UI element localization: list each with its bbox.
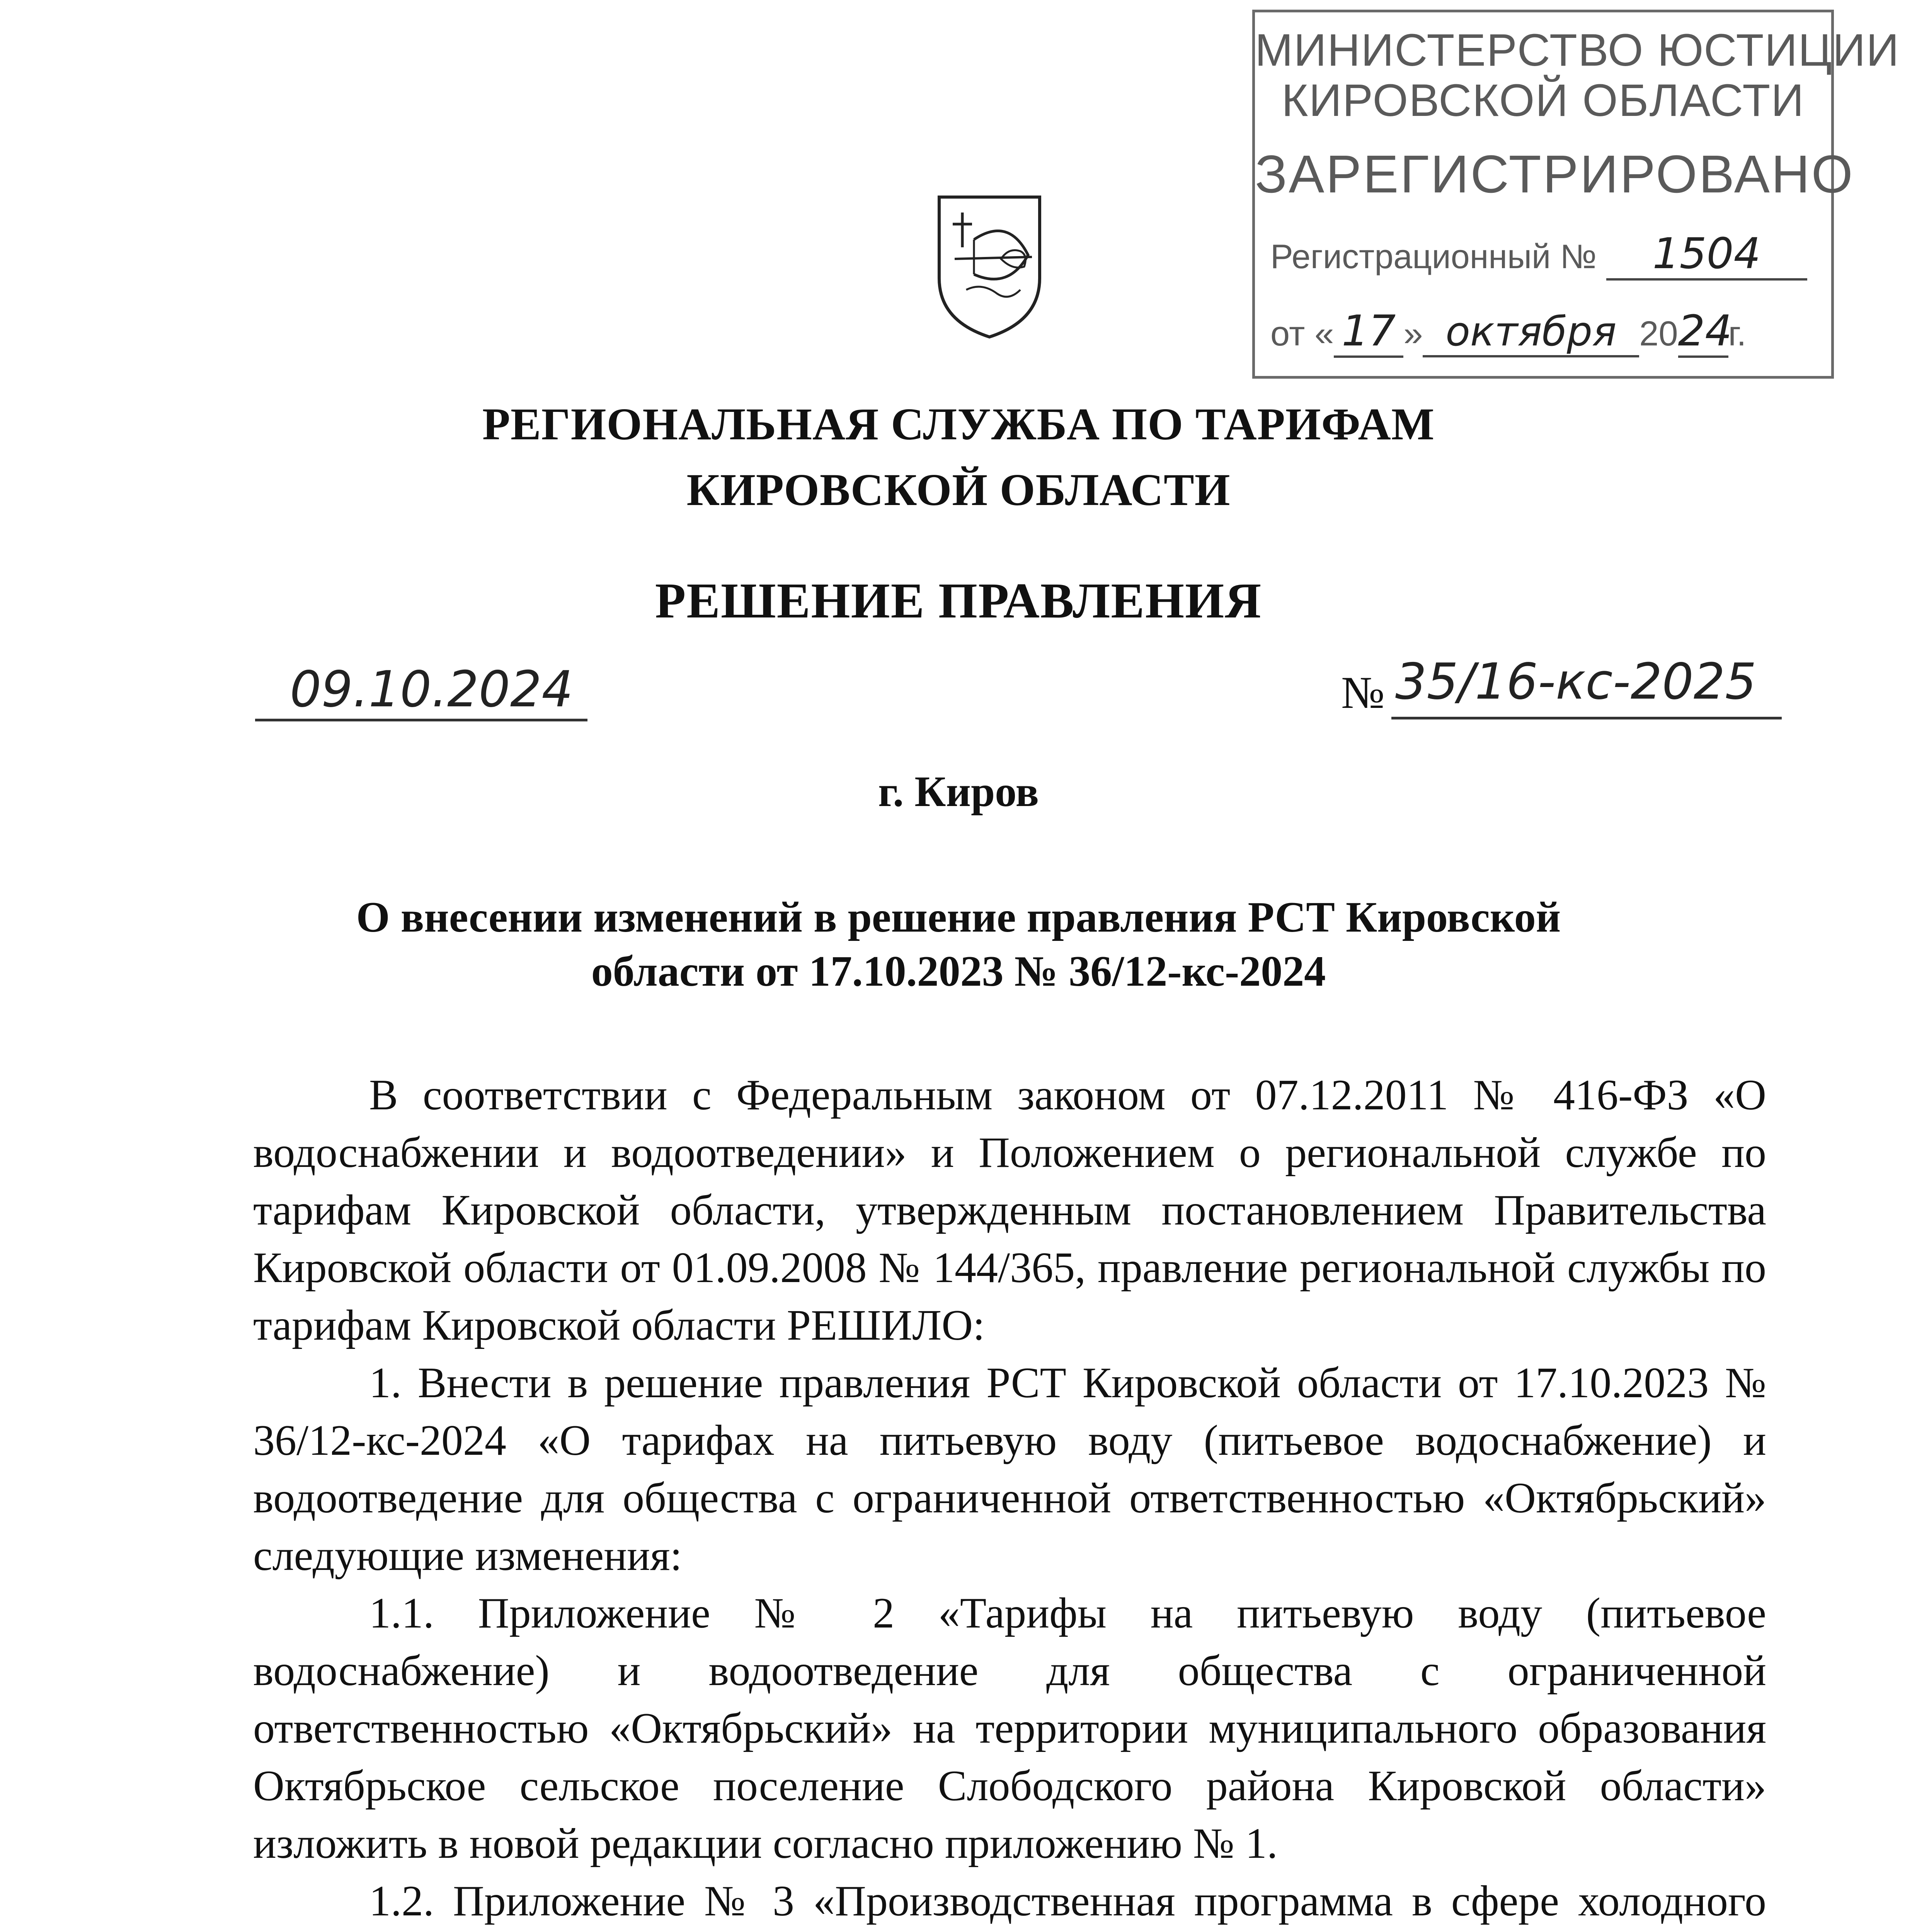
stamp-year-prefix: 20: [1639, 315, 1678, 353]
paragraph-item-1-2: 1.2. Приложение № 3 «Производственная программа в сфере холодного: [369, 1877, 1766, 1925]
stamp-reg-row: [1270, 229, 1807, 281]
document-number-field: [1391, 653, 1782, 719]
stamp-date-mid: »: [1403, 315, 1423, 353]
stamp-year-suffix: 24: [1678, 306, 1728, 358]
paragraph-item-1: 1. Внести в решение правления РСТ Кировской области от 17.10.2023 № 36/12-кс-2024 «О тарифах на питьевую воду (питьевое водоснабжение) и водоотведение для общества с ограниченной ответственностью «Октябрьский» следующие изменения:: [253, 1359, 1766, 1580]
stamp-date-prefix: от «: [1270, 315, 1334, 353]
city: г. Киров: [878, 768, 1039, 816]
stamp-date-row: [1270, 306, 1746, 358]
registration-stamp: [1252, 10, 1900, 379]
org-title-line1: РЕГИОНАЛЬНАЯ СЛУЖБА ПО ТАРИФАМ: [482, 399, 1435, 449]
stamp-date-end: г.: [1728, 315, 1747, 353]
paragraph-item-1-1: 1.1. Приложение № 2 «Тарифы на питьевую воду (питьевое водоснабжение) и водоотведение для общества с ограниченной ответственностью «Октябрьский» на территории муниципального образования Октябрьское сельское поселение Слободского района Кировской области» изложить в новой редакции согласно приложению № 1.: [253, 1589, 1766, 1867]
subject-line1: О внесении изменений в решение правления РСТ Кировской: [356, 893, 1561, 941]
stamp-reg-number: 1504: [1606, 229, 1807, 281]
number-sign: №: [1341, 667, 1385, 718]
stamp-date-month: октября: [1423, 308, 1639, 357]
stamp-date-day: 17: [1334, 306, 1403, 358]
subject-line2: области от 17.10.2023 № 36/12-кс-2024: [591, 947, 1326, 995]
document-type: РЕШЕНИЕ ПРАВЛЕНИЯ: [655, 573, 1262, 629]
stamp-reg-label: Регистрационный №: [1270, 237, 1597, 276]
stamp-ministry: МИНИСТЕРСТВО ЮСТИЦИИ: [1255, 25, 1900, 76]
document-body: [253, 1066, 1766, 1932]
document-date-field: [255, 661, 587, 721]
document-date: 09.10.2024: [290, 661, 573, 718]
org-title-line2: КИРОВСКОЙ ОБЛАСТИ: [686, 464, 1231, 515]
stamp-region: КИРОВСКОЙ ОБЛАСТИ: [1281, 75, 1805, 126]
paragraph-preamble: В соответствии с Федеральным законом от 07.12.2011 № 416-ФЗ «О водоснабжении и водоотведении» и Положением о региональной службе по тарифам Кировской области, утвержденным постановлением Правительства Кировской области от 01.09.2008 № 144/365, правление региональной службы по тарифам Кировской области РЕШИЛО:: [253, 1071, 1766, 1349]
coat-of-arms-icon: [931, 193, 1047, 340]
document-number: 35/16-кс-2025: [1395, 653, 1757, 711]
stamp-registered: ЗАРЕГИСТРИРОВАНО: [1255, 145, 1854, 204]
